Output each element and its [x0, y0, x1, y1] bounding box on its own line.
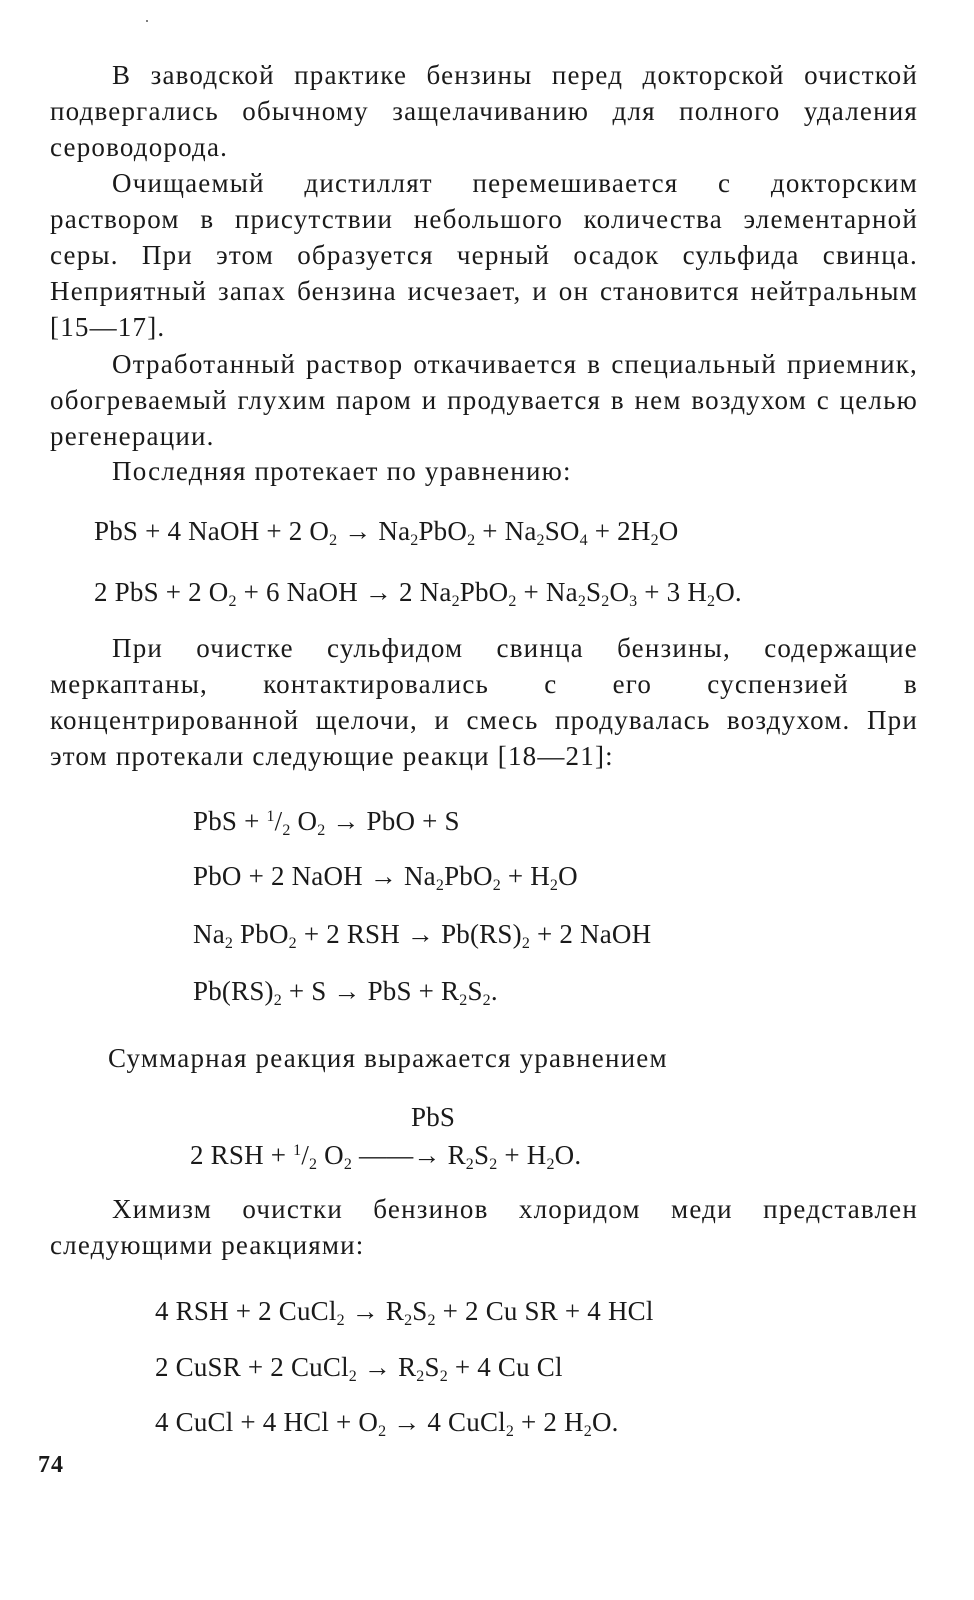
equation-copper-chloride-2: 2 CuSR + 2 CuCl$_2$ → $R_2S_2 + 4$ Cu Cl	[155, 1352, 563, 1385]
scan-speck	[146, 20, 148, 22]
equation-lead-sulfide-1: PbS + $^1/_2$ $O_2$ → PbO + S	[193, 806, 460, 839]
equation-copper-chloride-1: 4 RSH + 2 CuCl$_2$ → $R_2S_2 + 2$ Cu SR + 4 HCl	[155, 1296, 654, 1329]
paragraph-lead-sulfide-treatment: При очистке сульфидом свинца бензины, содержащие меркаптаны, контактировались с его суспензией в концентрированной щелочи, и смесь продувалась воздухом. При этом протекали следующие реакци [18—21]:	[50, 633, 918, 771]
equation-lead-sulfide-2: PbO + 2 NaOH → $Na_2PbO_2 + H_2O$	[193, 861, 578, 894]
equation-lead-sulfide-3: $Na_2$ PbO$_2$ + 2 RSH → $Pb(RS)_2 + 2$ NaOH	[193, 919, 652, 952]
equation-regeneration-1: PbS + 4 NaOH + 2 $O_2 \to Na_2PbO_2 + Na_2SO_4 + 2H_2O$	[94, 516, 679, 549]
equation-summary: 2 RSH + $^1/_2$ $O_2$ ——→ $R_2S_2 + H_2O$.	[190, 1140, 582, 1173]
paragraph-spent-solution: Отработанный раствор откачивается в специальный приемник, обогреваемый глухим паром и продувается в нем воздухом с целью регенерации.	[50, 349, 918, 451]
page-number: 74	[38, 1452, 64, 1478]
equation-lead-sulfide-4: $Pb(RS)_2 + S$ → PbS + $R_2S_2$.	[193, 976, 498, 1009]
paragraph-prior-alkali-wash: В заводской практике бензины перед докторской очисткой подвергались обычному защелачиванию для полного удаления сероводорода.	[50, 60, 918, 162]
equation-summary-catalyst: PbS	[411, 1102, 456, 1132]
equation-regeneration-2: 2 PbS + 2 $O_2 + 6$ NaOH → 2 $Na_2PbO_2 + Na_2S_2O_3 + 3$ $H_2O$.	[94, 577, 742, 610]
paragraph-doctor-treatment: Очищаемый дистиллят перемешивается с докторским раствором в присутствии небольшого количества элементарной серы. При этом образуется черный осадок сульфида свинца. Неприятный запах бензина исчезает, и он становится нейтральным [15—17].	[50, 168, 918, 342]
equation-copper-chloride-3: 4 CuCl + 4 HCl + $O_2 \to 4$ CuCl$_2$ + 2 $H_2O$.	[155, 1407, 619, 1440]
paragraph-regeneration-intro: Последняя протекает по уравнению:	[112, 456, 572, 486]
paragraph-copper-chloride-intro: Химизм очистки бензинов хлоридом меди представлен следующими реакциями:	[50, 1194, 918, 1260]
paragraph-summary-intro: Суммарная реакция выражается уравнением	[108, 1043, 668, 1073]
